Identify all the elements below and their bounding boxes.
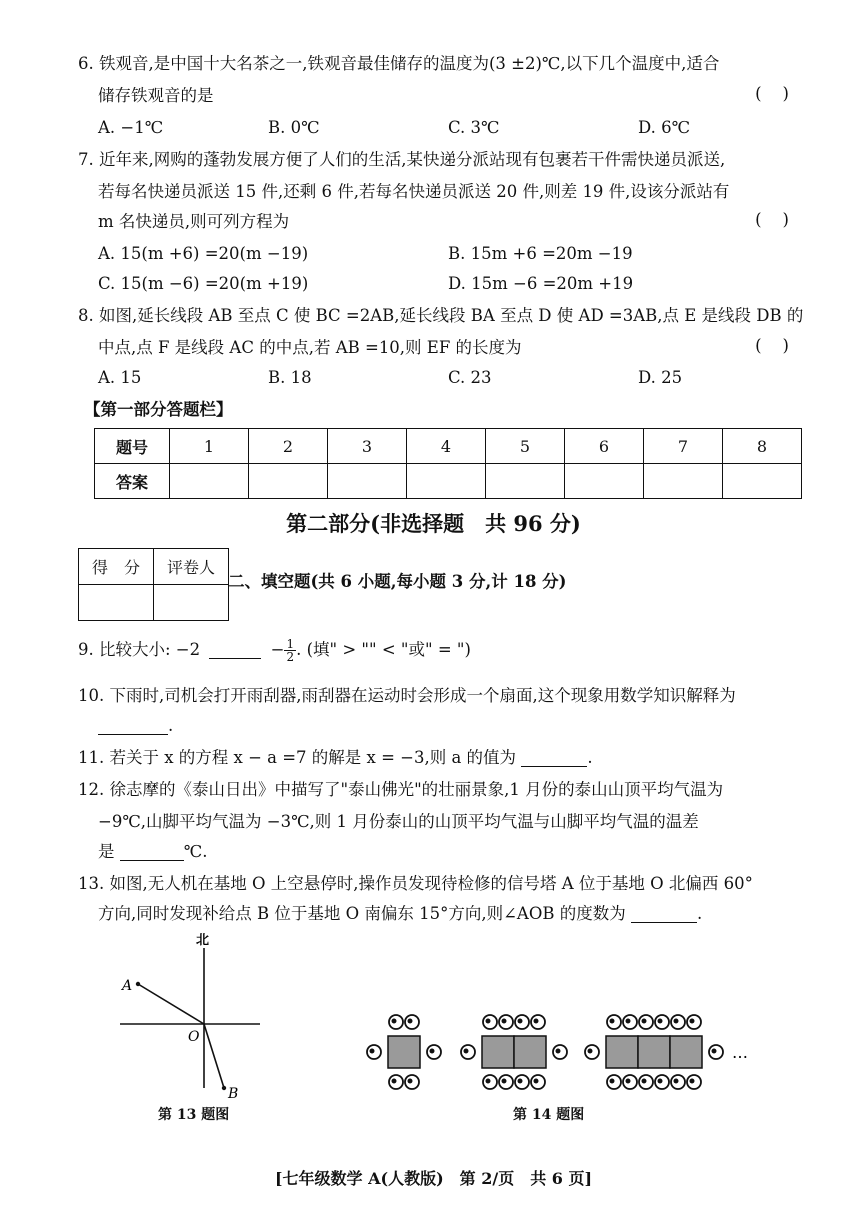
number-header-cell: 题号 [95,429,170,464]
person-icon-detail [588,1049,593,1054]
q7-line3: m 名快递员,则可列方程为 [98,212,290,231]
q7-answer-paren: ( ) [755,210,789,229]
q6-option-b: B. 0℃ [268,118,320,137]
label-b: B [228,1086,239,1100]
q12-line3 [98,840,207,864]
q6-option-a: A. −1℃ [98,118,164,137]
person-icon-detail [408,1019,413,1024]
answer-cell[interactable] [407,464,486,499]
q8-option-a: A. 15 [98,368,142,387]
q13-line2 [98,902,702,926]
person-icon-detail [370,1049,375,1054]
table-square [638,1036,670,1068]
person-icon-detail [408,1079,413,1084]
part2-title: 第二部分(非选择题 共 96 分) [286,511,581,536]
person-icon-detail [642,1079,647,1084]
q12-line3-text: 是 [98,842,115,861]
answer-table [94,428,802,499]
q9-fraction [284,638,296,663]
q7-line2: 若每名快递员派送 15 件,还剩 6 件,若每名快递员派送 20 件,则差 19 件,设该分派站有 [98,182,730,201]
q12-unit: ℃. [183,842,208,861]
score-box [78,548,229,621]
person-icon-detail [518,1079,523,1084]
q7-option-b: B. 15m +6 =20m −19 [448,244,633,263]
q7-option-a: A. 15(m +6) =20(m −19) [98,244,309,263]
q8-option-d: D. 25 [638,368,683,387]
person-icon-detail [658,1079,663,1084]
q11-text: 11. 若关于 x 的方程 x − a =7 的解是 x = −3,则 a 的值为 [78,748,517,767]
answer-table-answer-row [95,464,802,499]
label-o: O [188,1029,200,1045]
answer-cell[interactable] [249,464,328,499]
grader-input-cell[interactable] [154,585,229,621]
table-square [482,1036,514,1068]
person-icon-detail [486,1079,491,1084]
number-cell: 2 [249,429,328,464]
person-icon-detail [610,1079,615,1084]
q7-option-d: D. 15m −6 =20m +19 [448,274,634,293]
q8-option-b: B. 18 [268,368,312,387]
q13-line1: 13. 如图,无人机在基地 O 上空悬停时,操作员发现待检修的信号塔 A 位于基地 O 北偏西 60° [78,874,753,893]
person-icon-detail [392,1019,397,1024]
answer-table-number-row [95,429,802,464]
q10-line1: 10. 下雨时,司机会打开雨刮器,雨刮器在运动时会形成一个扇面,这个现象用数学知识解释为 [78,686,736,705]
person-icon-detail [534,1019,539,1024]
label-a: A [122,978,133,994]
number-cell: 6 [565,429,644,464]
q12-line2: −9℃,山脚平均气温为 −3℃,则 1 月份泰山的山顶平均气温与山脚平均气温的温差 [98,812,699,831]
answer-cell[interactable] [565,464,644,499]
figure-14 [360,1000,760,1100]
person-icon-detail [626,1019,631,1024]
q8-line2: 中点,点 F 是线段 AC 的中点,若 AB =10,则 EF 的长度为 [98,338,522,357]
point-b [222,1086,226,1090]
q12-answer-blank[interactable] [120,842,184,861]
q10-line2 [98,714,173,738]
person-icon-detail [626,1079,631,1084]
q9-fraction-denominator: 2 [286,650,295,664]
table-square [670,1036,702,1068]
q7-line1: 7. 近年来,网购的蓬勃发展方便了人们的生活,某快递分派站现有包裹若干件需快递员派送, [78,150,726,169]
score-input-cell[interactable] [79,585,154,621]
answer-cell[interactable] [486,464,565,499]
person-icon-detail [690,1019,695,1024]
figure-14-caption: 第 14 题图 [513,1107,585,1123]
score-label: 得 分 [79,549,154,585]
figure-13-caption: 第 13 题图 [158,1107,230,1123]
number-cell: 7 [644,429,723,464]
q9-fraction-numerator: 1 [286,637,295,651]
ellipsis-text: … [732,1043,748,1062]
ray-ob [204,1024,224,1088]
q12-line1: 12. 徐志摩的《泰山日出》中描写了"泰山佛光"的壮丽景象,1 月份的泰山山顶平均气温为 [78,780,724,799]
q13-answer-blank[interactable] [631,904,697,923]
person-icon-detail [712,1049,717,1054]
q6-option-c: C. 3℃ [448,118,500,137]
q6-answer-paren: ( ) [755,84,789,103]
person-icon-detail [556,1049,561,1054]
person-icon-detail [690,1079,695,1084]
person-icon-detail [518,1019,523,1024]
q10-answer-blank[interactable] [98,716,168,735]
figure-13 [110,930,270,1100]
person-icon-detail [534,1079,539,1084]
answer-bar-title: 【第一部分答题栏】 [84,400,233,419]
q8-line1: 8. 如图,延长线段 AB 至点 C 使 BC =2AB,延长线段 BA 至点 D 使 AD =3AB,点 E 是线段 DB 的 [78,306,804,325]
table-square [388,1036,420,1068]
answer-cell[interactable] [328,464,407,499]
person-icon-detail [392,1079,397,1084]
north-label: 北 [196,933,210,948]
page-footer: [七年级数学 A(人教版) 第 2/页 共 6 页] [274,1169,593,1188]
q9-prefix: 9. 比较大小: −2 [78,640,201,659]
q9-suffix: . (填" > "" < "或" = ") [296,640,471,659]
q9-minus: − [270,640,285,659]
q7-option-c: C. 15(m −6) =20(m +19) [98,274,309,293]
person-icon-detail [502,1079,507,1084]
number-cell: 5 [486,429,565,464]
number-cell: 1 [170,429,249,464]
number-cell: 8 [723,429,802,464]
point-a [136,982,140,986]
q6-option-d: D. 6℃ [638,118,691,137]
answer-header-cell: 答案 [95,464,170,499]
q13-line2-text: 方向,同时发现补给点 B 位于基地 O 南偏东 15°方向,则∠AOB 的度数为 [98,904,626,923]
q11-answer-blank[interactable] [521,748,587,767]
person-icon-detail [486,1019,491,1024]
ray-oa [138,984,204,1024]
q13-end: . [697,904,703,923]
person-icon-detail [610,1019,615,1024]
q11-end: . [587,748,593,767]
person-icon-detail [430,1049,435,1054]
person-icon-detail [674,1019,679,1024]
person-icon-detail [502,1019,507,1024]
q10-end: . [168,716,174,735]
number-cell: 4 [407,429,486,464]
person-icon-detail [642,1019,647,1024]
answer-cell[interactable] [170,464,249,499]
number-cell: 3 [328,429,407,464]
grader-label: 评卷人 [154,549,229,585]
q8-option-c: C. 23 [448,368,492,387]
person-icon-detail [674,1079,679,1084]
q8-answer-paren: ( ) [755,336,789,355]
q9-line [78,638,471,663]
answer-cell[interactable] [723,464,802,499]
q6-line2: 储存铁观音的是 [98,86,214,105]
table-square [606,1036,638,1068]
table-square [514,1036,546,1068]
person-icon-detail [464,1049,469,1054]
q11-line [78,746,593,770]
answer-cell[interactable] [644,464,723,499]
q9-answer-blank[interactable] [209,640,261,659]
section2-title: 二、填空题(共 6 小题,每小题 3 分,计 18 分) [228,572,567,591]
person-icon-detail [658,1019,663,1024]
q6-line1: 6. 铁观音,是中国十大名茶之一,铁观音最佳储存的温度为(3 ±2)℃,以下几个温度中,适合 [78,54,720,73]
